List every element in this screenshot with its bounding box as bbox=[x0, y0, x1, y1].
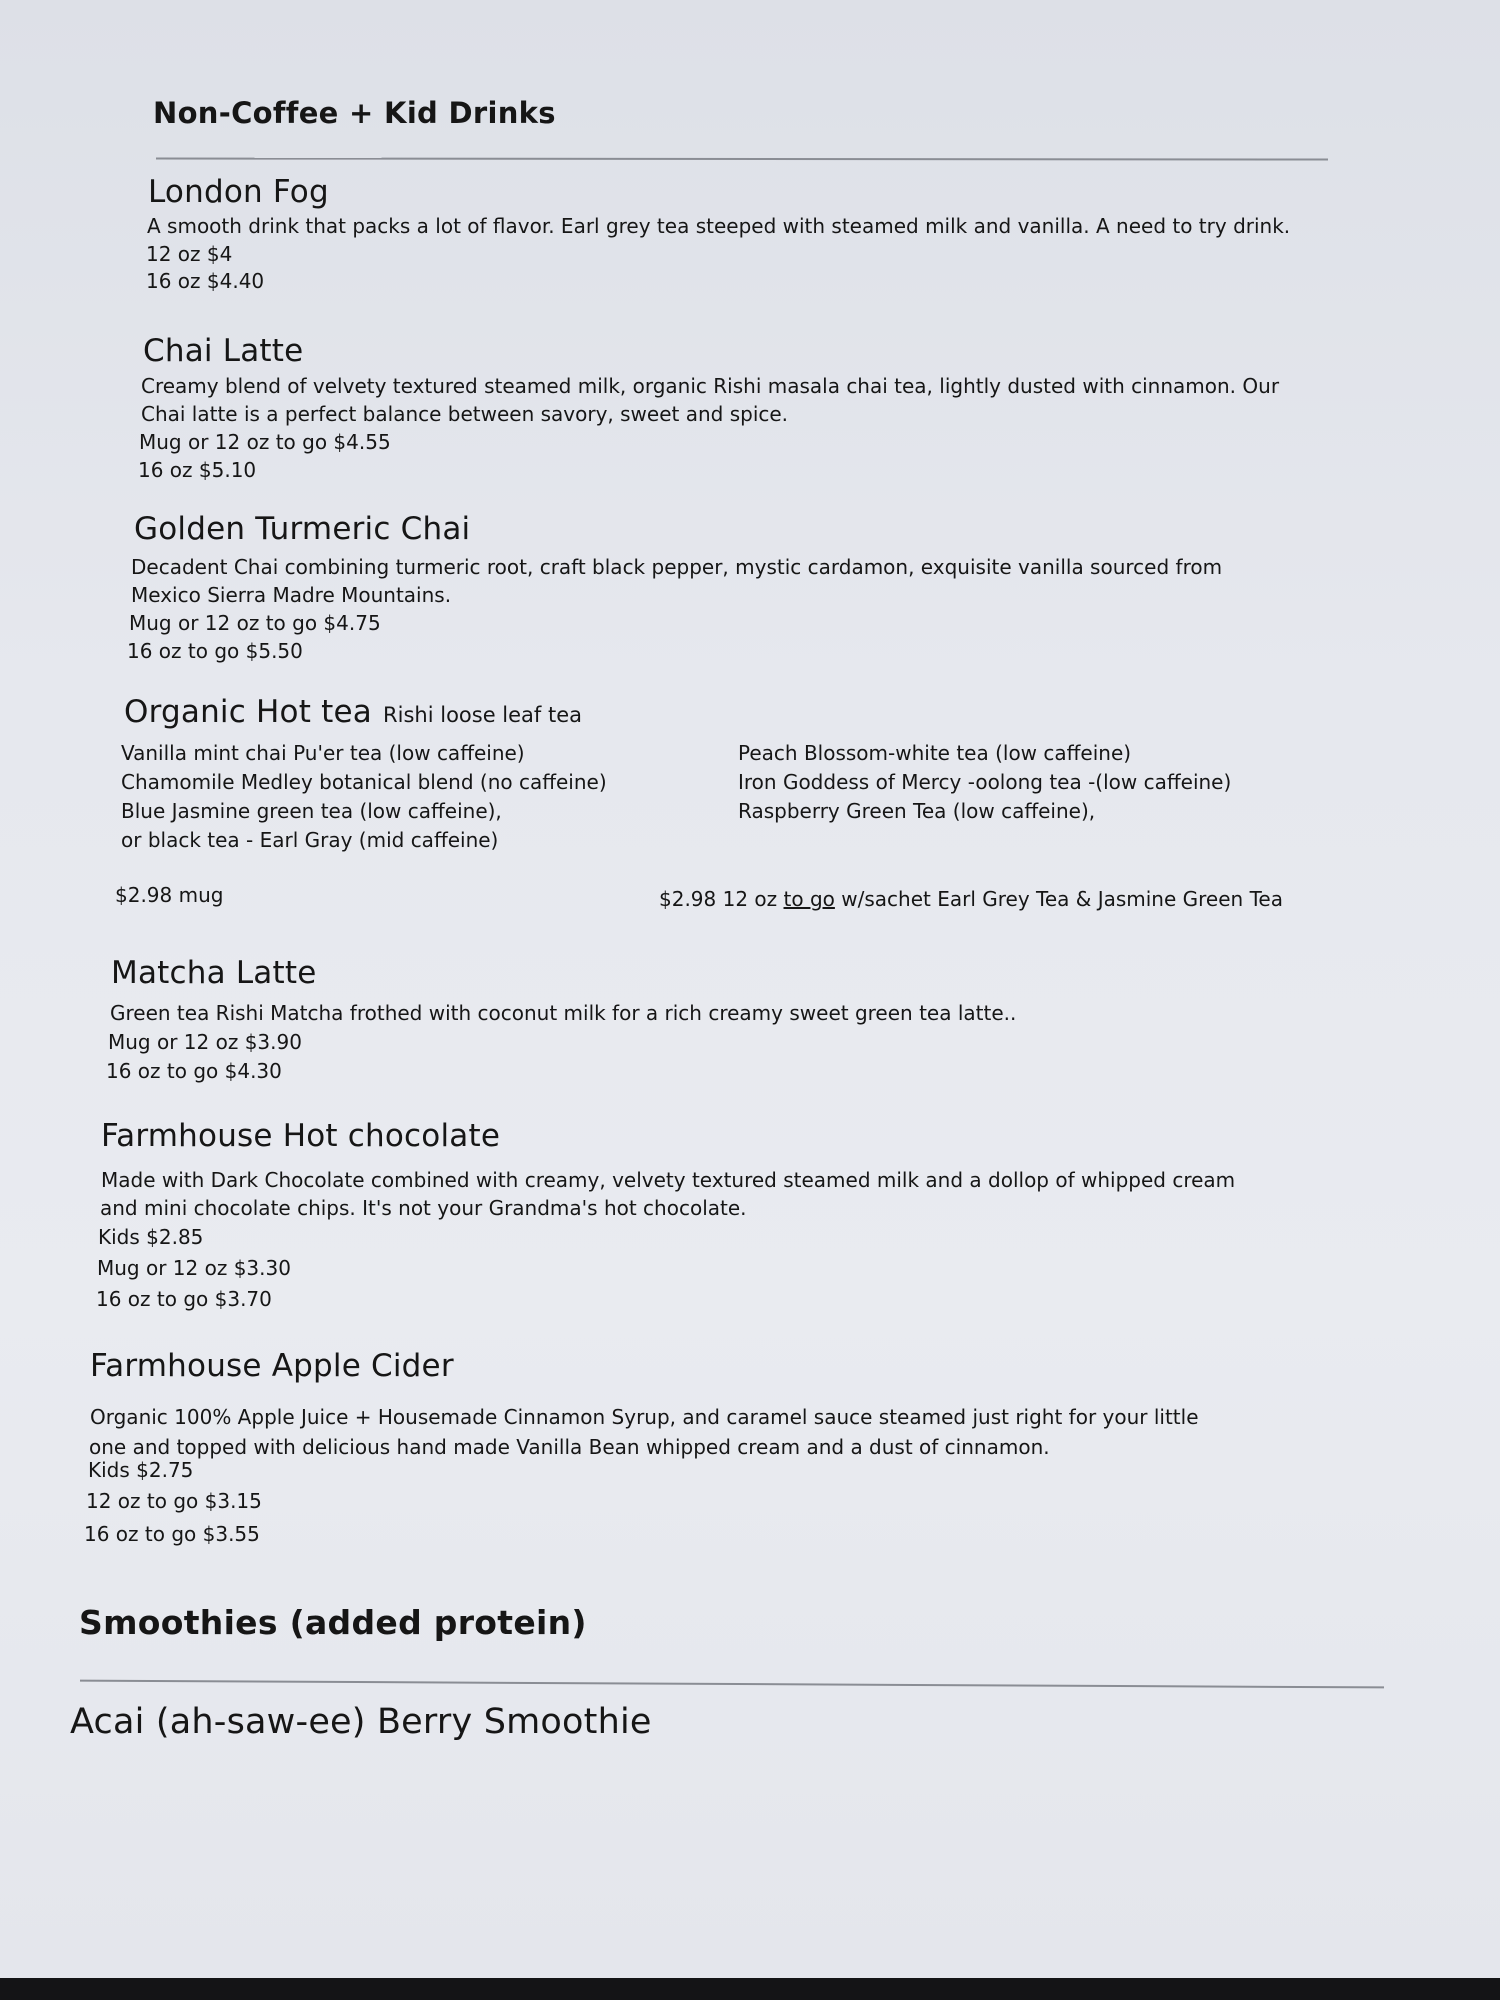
item-price-matcha-16oz: 16 oz to go $4.30 bbox=[106, 1059, 282, 1083]
item-desc-london-fog: A smooth drink that packs a lot of flavor. Earl grey tea steeped with steamed milk and vanilla. A need to try drink. bbox=[147, 214, 1291, 238]
item-title-apple-cider: Farmhouse Apple Cider bbox=[90, 1348, 454, 1384]
item-price-matcha-mug: Mug or 12 oz $3.90 bbox=[108, 1030, 302, 1054]
item-title-organic-hot-tea-row bbox=[124, 694, 582, 730]
tea-list-right bbox=[738, 739, 1231, 826]
item-desc-hot-chocolate-line2: and mini chocolate chips. It's not your Grandma's hot chocolate. bbox=[100, 1196, 747, 1220]
item-title-matcha-latte: Matcha Latte bbox=[111, 955, 317, 991]
item-price-golden-turmeric-mug: Mug or 12 oz to go $4.75 bbox=[129, 611, 381, 635]
item-price-chai-latte-mug: Mug or 12 oz to go $4.55 bbox=[139, 430, 391, 454]
item-desc-hot-chocolate-line1: Made with Dark Chocolate combined with creamy, velvety textured steamed milk and a dollop of whipped cream bbox=[101, 1168, 1236, 1192]
item-price-hot-tea-togo: $2.98 12 oz to go w/sachet Earl Grey Tea & Jasmine Green Tea bbox=[659, 887, 1283, 911]
item-desc-chai-latte-line2: Chai latte is a perfect balance between savory, sweet and spice. bbox=[141, 402, 789, 426]
tea-option: Iron Goddess of Mercy -oolong tea -(low caffeine) bbox=[738, 770, 1232, 794]
item-desc-chai-latte-line1: Creamy blend of velvety textured steamed milk, organic Rishi masala chai tea, lightly dusted with cinnamon. Our bbox=[141, 374, 1280, 398]
item-price-apple-cider-kids: Kids $2.75 bbox=[88, 1458, 194, 1482]
item-price-chai-latte-16oz: 16 oz $5.10 bbox=[138, 458, 257, 482]
tea-option: Blue Jasmine green tea (low caffeine), bbox=[121, 799, 502, 823]
background-edge bbox=[0, 1978, 1500, 2000]
item-price-apple-cider-16oz: 16 oz to go $3.55 bbox=[84, 1522, 260, 1546]
tea-list-left bbox=[121, 739, 607, 855]
item-price-apple-cider-12oz: 12 oz to go $3.15 bbox=[86, 1489, 262, 1513]
tea-option: or black tea - Earl Gray (mid caffeine) bbox=[121, 828, 499, 852]
item-price-hot-chocolate-16oz: 16 oz to go $3.70 bbox=[96, 1287, 272, 1311]
item-price-golden-turmeric-16oz: 16 oz to go $5.50 bbox=[127, 639, 303, 663]
section-divider bbox=[80, 1680, 1384, 1689]
item-desc-apple-cider-line2: one and topped with delicious hand made Vanilla Bean whipped cream and a dust of cinnamon. bbox=[89, 1435, 1050, 1459]
section-title-smoothies: Smoothies (added protein) bbox=[79, 1603, 587, 1642]
item-price-hot-tea-mug: $2.98 mug bbox=[115, 883, 224, 907]
tea-option: Raspberry Green Tea (low caffeine), bbox=[738, 799, 1096, 823]
section-divider bbox=[156, 157, 1328, 160]
item-desc-golden-turmeric-line2: Mexico Sierra Madre Mountains. bbox=[131, 583, 452, 607]
item-price-hot-chocolate-mug: Mug or 12 oz $3.30 bbox=[97, 1256, 291, 1280]
tea-option: Chamomile Medley botanical blend (no caffeine) bbox=[121, 770, 607, 794]
item-desc-golden-turmeric-line1: Decadent Chai combining turmeric root, craft black pepper, mystic cardamon, exquisite vanilla sourced from bbox=[131, 555, 1223, 579]
item-subtitle-rishi: Rishi loose leaf tea bbox=[383, 703, 583, 727]
tea-option: Peach Blossom-white tea (low caffeine) bbox=[738, 741, 1132, 765]
item-desc-apple-cider-line1: Organic 100% Apple Juice + Housemade Cinnamon Syrup, and caramel sauce steamed just right for your little bbox=[90, 1405, 1199, 1429]
item-title-golden-turmeric-chai: Golden Turmeric Chai bbox=[134, 511, 471, 547]
section-title-non-coffee: Non-Coffee + Kid Drinks bbox=[153, 96, 556, 130]
item-title-hot-chocolate: Farmhouse Hot chocolate bbox=[101, 1118, 501, 1154]
item-price-london-fog-12oz: 12 oz $4 bbox=[146, 242, 233, 266]
item-title-organic-hot-tea: Organic Hot tea bbox=[124, 694, 372, 730]
tea-option: Vanilla mint chai Pu'er tea (low caffeine) bbox=[121, 741, 525, 765]
item-price-hot-chocolate-kids: Kids $2.85 bbox=[98, 1225, 204, 1249]
item-desc-matcha-latte: Green tea Rishi Matcha frothed with coconut milk for a rich creamy sweet green tea latte.. bbox=[110, 1001, 1017, 1025]
item-title-london-fog: London Fog bbox=[148, 174, 329, 210]
item-title-chai-latte: Chai Latte bbox=[143, 333, 304, 369]
item-price-london-fog-16oz: 16 oz $4.40 bbox=[146, 269, 265, 293]
item-title-acai-smoothie: Acai (ah-saw-ee) Berry Smoothie bbox=[70, 1702, 652, 1742]
